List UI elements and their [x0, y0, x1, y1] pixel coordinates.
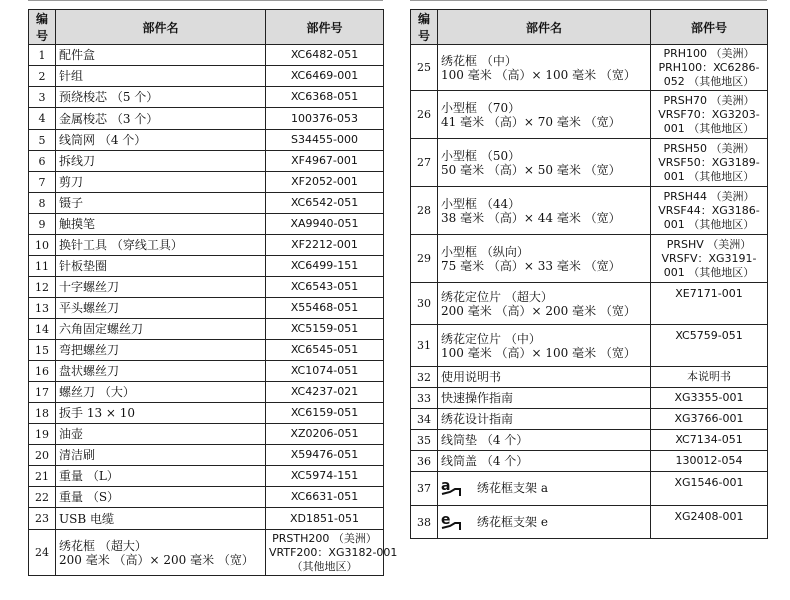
item-name: [56, 445, 266, 466]
table-row: [29, 277, 384, 298]
accessory-table-left: [28, 9, 398, 576]
table-row: [411, 235, 768, 283]
part-number-line: XG3766-001: [674, 412, 744, 425]
item-number: 21: [29, 466, 56, 487]
part-number-line: 001 （其他地区）: [663, 169, 755, 183]
item-name-line: 换针工具 （穿线工具）: [59, 238, 183, 252]
item-number: 20: [29, 445, 56, 466]
part-number: [266, 193, 384, 214]
part-number-line: XF2212-001: [291, 238, 358, 251]
item-name-line: 小型框 （44）: [441, 196, 521, 211]
item-name: [56, 193, 266, 214]
table-row: [29, 66, 384, 87]
item-number: 19: [29, 424, 56, 445]
item-name-line: 剪刀: [59, 175, 84, 189]
table-row: [29, 298, 384, 319]
part-number-line: VRTF200：XG3182-001: [269, 545, 398, 559]
item-name-line: 绣花框 （超大）: [59, 538, 147, 553]
part-number: [266, 361, 384, 382]
part-number-line: PRSHV （美洲）: [666, 237, 752, 251]
part-number: [266, 108, 384, 130]
item-number: 5: [29, 130, 56, 151]
part-number-line: XC6159-051: [290, 406, 359, 419]
item-name-line: 快速操作指南: [441, 391, 514, 405]
part-number-line: XC5974-151: [290, 469, 359, 482]
header-no: 编号: [29, 10, 56, 45]
holder-e-icon: [441, 511, 463, 534]
top-rule: [410, 0, 767, 1]
part-number: [651, 325, 768, 367]
table-row: [29, 256, 384, 277]
part-number: [651, 283, 768, 325]
item-name-line: 小型框 （70）: [441, 100, 521, 115]
part-number-line: XE7171-001: [675, 287, 743, 300]
item-name-line: 触摸笔: [59, 217, 96, 231]
part-number-line: S34455-000: [291, 133, 358, 146]
part-number: [266, 256, 384, 277]
item-name-line: 200 毫米 （高）× 200 毫米 （宽）: [59, 552, 254, 567]
holder-a-icon: [441, 477, 463, 500]
item-number: 29: [411, 235, 438, 283]
item-number: 27: [411, 139, 438, 187]
part-number: [651, 451, 768, 472]
item-number: 10: [29, 235, 56, 256]
item-name-line: 小型框 （50）: [441, 148, 521, 163]
item-name: [438, 388, 651, 409]
part-number-line: PRH100 （美洲）: [663, 46, 755, 60]
part-number: [651, 409, 768, 430]
item-name: [56, 361, 266, 382]
item-name-line: 清洁刷: [59, 448, 96, 462]
item-name-line: 100 毫米 （高）× 100 毫米 （宽）: [441, 345, 636, 360]
item-name: [438, 235, 651, 283]
item-name-line: 200 毫米 （高）× 200 毫米 （宽）: [441, 303, 636, 318]
item-name-line: 针板垫圈: [59, 259, 108, 273]
top-rule: [28, 0, 383, 1]
table-row: [29, 424, 384, 445]
table-row: [29, 466, 384, 487]
item-name: [438, 506, 651, 539]
item-name: [56, 382, 266, 403]
part-number-line: 100376-053: [291, 111, 358, 125]
item-name: [56, 66, 266, 87]
item-name-line: 金属梭芯 （3 个）: [59, 111, 159, 126]
item-name-line: 预绕梭芯 （5 个）: [59, 90, 159, 104]
part-number-line: XC1074-051: [290, 364, 359, 377]
item-name-line: 绣花框支架 e: [477, 514, 548, 529]
part-number-line: X55468-051: [290, 301, 359, 314]
part-number-line: XC7134-051: [675, 433, 743, 446]
item-name: [56, 319, 266, 340]
item-name: [56, 424, 266, 445]
part-number: [266, 508, 384, 530]
item-number: 7: [29, 172, 56, 193]
item-name-line: 线筒垫 （4 个）: [441, 433, 529, 447]
table-row: [29, 235, 384, 256]
part-number: [266, 487, 384, 508]
part-number-line: 001 （其他地区）: [663, 121, 755, 135]
item-number: 30: [411, 283, 438, 325]
part-number-line: XG3355-001: [674, 391, 744, 404]
item-number: 1: [29, 45, 56, 66]
part-number-line: XC6368-051: [290, 90, 359, 103]
item-number: 24: [29, 530, 56, 576]
item-number: 26: [411, 91, 438, 139]
part-number-line: XG2408-001: [674, 510, 744, 523]
part-number-line: XG1546-001: [674, 476, 744, 489]
table-row: [411, 409, 768, 430]
part-number: [266, 424, 384, 445]
table-row: [29, 382, 384, 403]
part-number: [266, 277, 384, 298]
item-name: [56, 530, 266, 576]
part-number-line: XF4967-001: [291, 154, 358, 167]
item-name: [438, 451, 651, 472]
item-name-line: 绣花定位片 （超大）: [441, 289, 553, 304]
table-row: [29, 151, 384, 172]
part-number-line: PRH100：XC6286-: [658, 60, 760, 74]
item-name-line: 50 毫米 （高）× 50 毫米 （宽）: [441, 162, 621, 177]
header-no: 编号: [411, 10, 438, 45]
table-row: [411, 283, 768, 325]
item-name: [438, 472, 651, 506]
item-name: [438, 283, 651, 325]
part-number-line: XC6631-051: [290, 490, 359, 503]
item-name: [56, 508, 266, 530]
svg-text:a: a: [441, 478, 451, 494]
item-number: 22: [29, 487, 56, 508]
table-row: [411, 139, 768, 187]
part-number-line: XC5159-051: [290, 322, 359, 335]
table-row: [29, 403, 384, 424]
part-number-line: XC5759-051: [675, 329, 743, 342]
table-header-row: [411, 10, 768, 45]
part-number-line: VRSFV：XG3191-: [661, 251, 757, 265]
table-row: [29, 193, 384, 214]
table-row: [29, 340, 384, 361]
item-number: 32: [411, 367, 438, 388]
part-number: [651, 472, 768, 506]
item-number: 17: [29, 382, 56, 403]
part-number-line: XC6545-051: [290, 343, 359, 356]
part-number-line: XC6542-051: [290, 196, 359, 209]
part-number: [266, 151, 384, 172]
item-name-line: 针组: [59, 69, 84, 83]
svg-text:e: e: [441, 511, 451, 528]
item-name: [56, 277, 266, 298]
table-row: [29, 530, 384, 576]
item-name: [438, 409, 651, 430]
part-number-line: XC6543-051: [290, 280, 359, 293]
table-row: [29, 172, 384, 193]
part-number-line: XD1851-051: [290, 511, 359, 525]
item-name: [56, 487, 266, 508]
part-number: [266, 445, 384, 466]
item-name-line: USB 电缆: [59, 511, 114, 526]
item-name-line: 六角固定螺丝刀: [59, 322, 144, 336]
item-name: [438, 139, 651, 187]
part-number-line: VRSF70：XG3203-: [658, 107, 760, 121]
item-name-line: 75 毫米 （高）× 33 毫米 （宽）: [441, 258, 621, 273]
item-name: [438, 325, 651, 367]
item-number: 14: [29, 319, 56, 340]
item-name: [438, 187, 651, 235]
item-name-line: 十字螺丝刀: [59, 280, 120, 294]
table-row: [29, 108, 384, 130]
part-number-line: XA9940-051: [290, 217, 359, 230]
item-number: 25: [411, 45, 438, 91]
table-row: [29, 361, 384, 382]
table-row: [29, 445, 384, 466]
item-number: 31: [411, 325, 438, 367]
item-name: [56, 108, 266, 130]
part-number: [266, 66, 384, 87]
item-number: 38: [411, 506, 438, 539]
part-number: [651, 367, 768, 388]
item-name-line: 重量 （L）: [59, 469, 119, 483]
item-name-line: 38 毫米 （高）× 44 毫米 （宽）: [441, 210, 621, 225]
part-number: [266, 403, 384, 424]
item-number: 9: [29, 214, 56, 235]
part-number-line: XC4237-021: [290, 385, 359, 398]
part-number-line: X59476-051: [290, 448, 359, 461]
item-name: [56, 256, 266, 277]
header-name: 部件名: [56, 10, 266, 45]
item-name: [438, 367, 651, 388]
part-number-line: 052 （其他地区）: [663, 74, 755, 88]
part-number-line: （其他地区）: [291, 559, 358, 573]
table-row: [411, 388, 768, 409]
part-number-line: 001 （其他地区）: [663, 265, 755, 279]
item-name-line: 螺丝刀 （大）: [59, 385, 135, 399]
part-number-line: XF2052-001: [291, 175, 358, 188]
item-name: [56, 298, 266, 319]
item-number: 8: [29, 193, 56, 214]
item-name-line: 镊子: [59, 196, 84, 210]
part-number-line: VRSF50：XG3189-: [658, 155, 760, 169]
part-number-line: 130012-054: [675, 454, 743, 467]
item-name-line: 盘状螺丝刀: [59, 364, 120, 378]
item-number: 33: [411, 388, 438, 409]
item-name: [56, 87, 266, 108]
item-number: 3: [29, 87, 56, 108]
item-name: [56, 214, 266, 235]
part-number: [266, 87, 384, 108]
table-row: [29, 87, 384, 108]
table-row: [411, 451, 768, 472]
table-row: [29, 319, 384, 340]
item-number: 36: [411, 451, 438, 472]
part-number: [651, 235, 768, 283]
item-name: [56, 45, 266, 66]
part-number-line: PRSH70 （美洲）: [663, 93, 755, 107]
item-name-line: 油壶: [59, 427, 84, 441]
part-number: [651, 388, 768, 409]
item-number: 34: [411, 409, 438, 430]
item-name-line: 扳手 13 × 10: [59, 406, 136, 420]
part-number: [266, 319, 384, 340]
item-name-line: 绣花框 （中）: [441, 53, 517, 68]
part-number-line: PRSH44 （美洲）: [663, 189, 755, 203]
table-row: [411, 430, 768, 451]
item-number: 35: [411, 430, 438, 451]
item-name-line: 100 毫米 （高）× 100 毫米 （宽）: [441, 67, 636, 82]
table-row: [29, 130, 384, 151]
part-number: [266, 466, 384, 487]
item-number: 2: [29, 66, 56, 87]
header-name: 部件名: [438, 10, 651, 45]
accessory-table-right: [410, 9, 768, 539]
part-number-line: XC6469-001: [290, 69, 359, 82]
item-number: 4: [29, 108, 56, 130]
part-number: [266, 382, 384, 403]
table-row: [411, 472, 768, 506]
part-number: [266, 130, 384, 151]
item-number: 13: [29, 298, 56, 319]
part-number: [266, 45, 384, 66]
item-name-line: 弯把螺丝刀: [59, 343, 120, 357]
item-name-line: 拆线刀: [59, 154, 96, 168]
table-header-row: [29, 10, 384, 45]
item-name: [56, 172, 266, 193]
part-number-line: PRSH50 （美洲）: [663, 141, 755, 155]
item-name-line: 绣花设计指南: [441, 412, 514, 426]
item-name-line: 重量 （S）: [59, 490, 120, 504]
item-name: [56, 340, 266, 361]
item-name-line: 使用说明书: [441, 370, 502, 384]
table-row: [411, 91, 768, 139]
part-number-line: XC6482-051: [290, 48, 359, 61]
part-number: [266, 235, 384, 256]
table-row: [411, 45, 768, 91]
header-part: 部件号: [266, 10, 384, 45]
item-name-line: 41 毫米 （高）× 70 毫米 （宽）: [441, 114, 621, 129]
item-name-line: 线筒盖 （4 个）: [441, 454, 529, 468]
item-number: 18: [29, 403, 56, 424]
part-number-line: PRSTH200 （美洲）: [272, 531, 377, 545]
part-number-line: XC6499-151: [290, 259, 359, 272]
table-row: [29, 508, 384, 530]
item-number: 11: [29, 256, 56, 277]
item-name: [438, 91, 651, 139]
item-name: [438, 45, 651, 91]
item-name: [438, 430, 651, 451]
header-part: 部件号: [651, 10, 768, 45]
table-row: [29, 45, 384, 66]
table-row: [411, 367, 768, 388]
part-number: [651, 91, 768, 139]
part-number-line: 本说明书: [687, 370, 731, 383]
part-number: [651, 187, 768, 235]
part-number: [266, 340, 384, 361]
item-name-line: 线筒网 （4 个）: [59, 133, 147, 147]
item-name: [56, 466, 266, 487]
item-number: 16: [29, 361, 56, 382]
item-number: 28: [411, 187, 438, 235]
part-number: [266, 298, 384, 319]
item-name: [56, 130, 266, 151]
item-name-line: 小型框 （纵向）: [441, 244, 529, 259]
item-name: [56, 235, 266, 256]
item-name-line: 平头螺丝刀: [59, 301, 120, 315]
part-number: [651, 430, 768, 451]
part-number: [651, 45, 768, 91]
item-number: 15: [29, 340, 56, 361]
part-number-line: VRSF44：XG3186-: [658, 203, 760, 217]
table-row: [29, 487, 384, 508]
part-number: [266, 172, 384, 193]
part-number-line: XZ0206-051: [290, 427, 359, 440]
item-name-line: 配件盒: [59, 48, 96, 62]
table-row: [411, 506, 768, 539]
table-row: [411, 325, 768, 367]
item-name-line: 绣花框支架 a: [477, 481, 548, 495]
item-number: 12: [29, 277, 56, 298]
part-number: [651, 139, 768, 187]
item-number: 37: [411, 472, 438, 506]
table-row: [411, 187, 768, 235]
part-number: [266, 530, 398, 576]
part-number: [266, 214, 384, 235]
item-number: 6: [29, 151, 56, 172]
item-name: [56, 151, 266, 172]
table-row: [29, 214, 384, 235]
item-number: 23: [29, 508, 56, 530]
item-name-line: 绣花定位片 （中）: [441, 331, 541, 346]
part-number-line: 001 （其他地区）: [663, 217, 755, 231]
part-number: [651, 506, 768, 539]
item-name: [56, 403, 266, 424]
